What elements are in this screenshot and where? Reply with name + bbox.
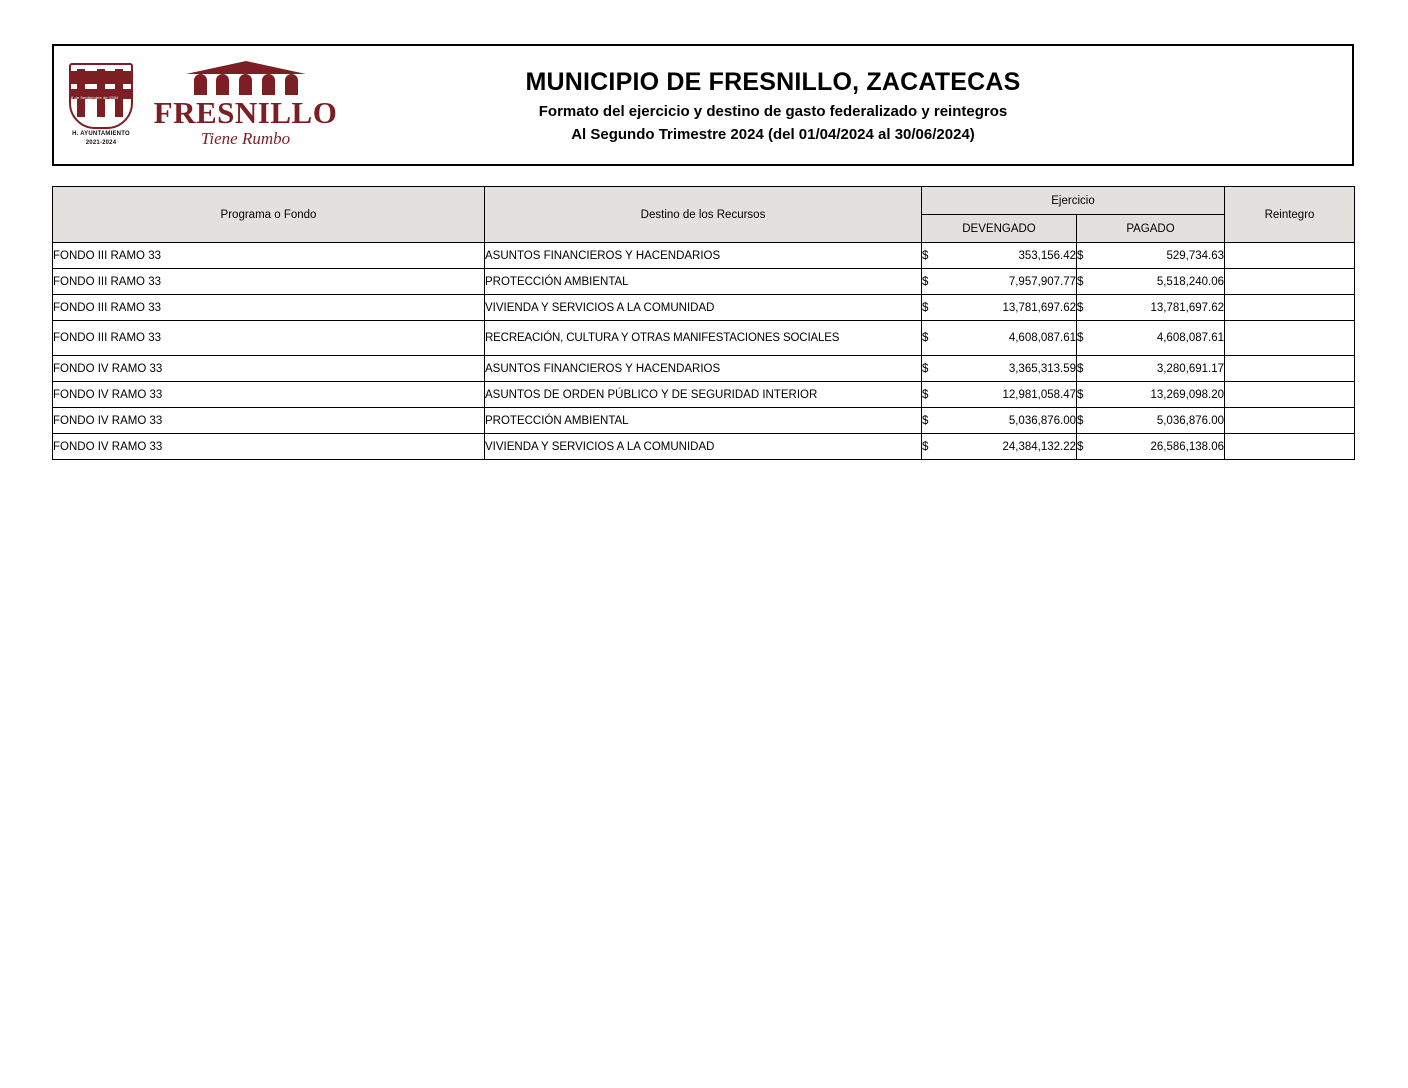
currency-symbol: $: [922, 388, 929, 401]
devengado-value: 13,781,697.62: [1002, 301, 1076, 314]
currency-symbol: $: [1077, 249, 1084, 262]
currency-symbol: $: [1077, 388, 1084, 401]
cell-programa: FONDO IV RAMO 33: [53, 356, 485, 382]
crest-shield-shape: [69, 63, 133, 129]
header-title-block: [344, 46, 1352, 164]
cell-programa: FONDO IV RAMO 33: [53, 434, 485, 460]
cell-pagado: [1077, 269, 1225, 295]
pagado-value: 26,586,138.06: [1150, 440, 1224, 453]
col-header-devengado: DEVENGADO: [922, 215, 1077, 243]
table-row: [53, 295, 1355, 321]
cell-reintegro: [1225, 434, 1355, 460]
cell-pagado: [1077, 356, 1225, 382]
pagado-value: 3,280,691.17: [1156, 362, 1224, 375]
currency-symbol: $: [1077, 301, 1084, 314]
currency-symbol: $: [1077, 414, 1084, 427]
gasto-federalizado-table: [52, 186, 1355, 460]
devengado-value: 24,384,132.22: [1002, 440, 1076, 453]
header-logos: [54, 46, 344, 164]
currency-symbol: $: [922, 440, 929, 453]
currency-symbol: $: [922, 332, 929, 344]
brand-tagline: Tiene Rumbo: [200, 129, 291, 148]
cell-programa: FONDO IV RAMO 33: [53, 382, 485, 408]
page-subtitle: Formato del ejercicio y destino de gasto federalizado y reintegros: [538, 102, 1008, 120]
cell-destino: VIVIENDA Y SERVICIOS A LA COMUNIDAD: [485, 434, 922, 460]
cell-reintegro: [1225, 243, 1355, 269]
cell-pagado: [1077, 382, 1225, 408]
cell-destino: ASUNTOS FINANCIEROS Y HACENDARIOS: [485, 356, 922, 382]
cell-pagado: [1077, 295, 1225, 321]
table-body: [53, 243, 1355, 460]
col-header-pagado: PAGADO: [1077, 215, 1225, 243]
crest-caption-line-1: H. AYUNTAMIENTO: [72, 131, 130, 138]
col-header-destino: Destino de los Recursos: [485, 187, 922, 243]
currency-symbol: $: [1077, 332, 1084, 344]
cell-devengado: [922, 269, 1077, 295]
crest-caption-line-2: 2021-2024: [85, 140, 117, 146]
devengado-value: 353,156.42: [1018, 249, 1076, 262]
cell-programa: FONDO III RAMO 33: [53, 243, 485, 269]
cell-devengado: [922, 243, 1077, 269]
currency-symbol: $: [1077, 275, 1084, 288]
devengado-value: 3,365,313.59: [1008, 362, 1076, 375]
currency-symbol: $: [922, 414, 929, 427]
table-row: [53, 269, 1355, 295]
cell-devengado: [922, 408, 1077, 434]
pagado-value: 13,781,697.62: [1150, 301, 1224, 314]
cell-reintegro: [1225, 269, 1355, 295]
cell-programa: FONDO III RAMO 33: [53, 321, 485, 356]
cell-programa: FONDO IV RAMO 33: [53, 408, 485, 434]
crest-inner-text: 8 de Septiembre de 1554: [71, 95, 119, 101]
pagado-value: 529,734.63: [1166, 249, 1224, 262]
cell-destino: PROTECCIÓN AMBIENTAL: [485, 408, 922, 434]
currency-symbol: $: [922, 275, 929, 288]
table-row: [53, 434, 1355, 460]
currency-symbol: $: [922, 249, 929, 262]
cell-destino: VIVIENDA Y SERVICIOS A LA COMUNIDAD: [485, 295, 922, 321]
cell-programa: FONDO III RAMO 33: [53, 295, 485, 321]
col-header-reintegro: Reintegro: [1225, 187, 1355, 243]
temple-icon: [186, 61, 306, 95]
currency-symbol: $: [1077, 362, 1084, 375]
table-row: [53, 356, 1355, 382]
fresnillo-wordmark: [153, 61, 338, 149]
cell-pagado: [1077, 321, 1225, 356]
cell-devengado: [922, 356, 1077, 382]
pagado-value: 13,269,098.20: [1150, 388, 1224, 401]
table-row: [53, 243, 1355, 269]
page-period: Al Segundo Trimestre 2024 (del 01/04/2024 al 30/06/2024): [571, 125, 975, 143]
table-row: [53, 321, 1355, 356]
devengado-value: 7,957,907.77: [1008, 275, 1076, 288]
devengado-value: 4,608,087.61: [1008, 332, 1076, 344]
cell-destino: PROTECCIÓN AMBIENTAL: [485, 269, 922, 295]
cell-destino: ASUNTOS FINANCIEROS Y HACENDARIOS: [485, 243, 922, 269]
cell-pagado: [1077, 434, 1225, 460]
devengado-value: 5,036,876.00: [1008, 414, 1076, 427]
page-title: MUNICIPIO DE FRESNILLO, ZACATECAS: [525, 67, 1021, 96]
cell-devengado: [922, 321, 1077, 356]
devengado-value: 12,981,058.47: [1002, 388, 1076, 401]
cell-reintegro: [1225, 295, 1355, 321]
currency-symbol: $: [1077, 440, 1084, 453]
currency-symbol: $: [922, 301, 929, 314]
cell-pagado: [1077, 408, 1225, 434]
cell-reintegro: [1225, 356, 1355, 382]
col-header-programa: Programa o Fondo: [53, 187, 485, 243]
cell-devengado: [922, 434, 1077, 460]
municipal-crest-icon: [62, 59, 140, 151]
table-row: [53, 382, 1355, 408]
cell-devengado: [922, 295, 1077, 321]
table-row: [53, 408, 1355, 434]
pagado-value: 5,518,240.06: [1156, 275, 1224, 288]
cell-pagado: [1077, 243, 1225, 269]
cell-reintegro: [1225, 321, 1355, 356]
brand-name: FRESNILLO: [153, 95, 338, 130]
cell-destino: ASUNTOS DE ORDEN PÚBLICO Y DE SEGURIDAD INTERIOR: [485, 382, 922, 408]
col-header-ejercicio: Ejercicio: [922, 187, 1225, 215]
pagado-value: 4,608,087.61: [1156, 332, 1224, 344]
cell-destino: RECREACIÓN, CULTURA Y OTRAS MANIFESTACIONES SOCIALES: [485, 321, 922, 356]
currency-symbol: $: [922, 362, 929, 375]
cell-reintegro: [1225, 382, 1355, 408]
cell-programa: FONDO III RAMO 33: [53, 269, 485, 295]
cell-devengado: [922, 382, 1077, 408]
cell-reintegro: [1225, 408, 1355, 434]
document-header: [52, 44, 1354, 166]
pagado-value: 5,036,876.00: [1156, 414, 1224, 427]
